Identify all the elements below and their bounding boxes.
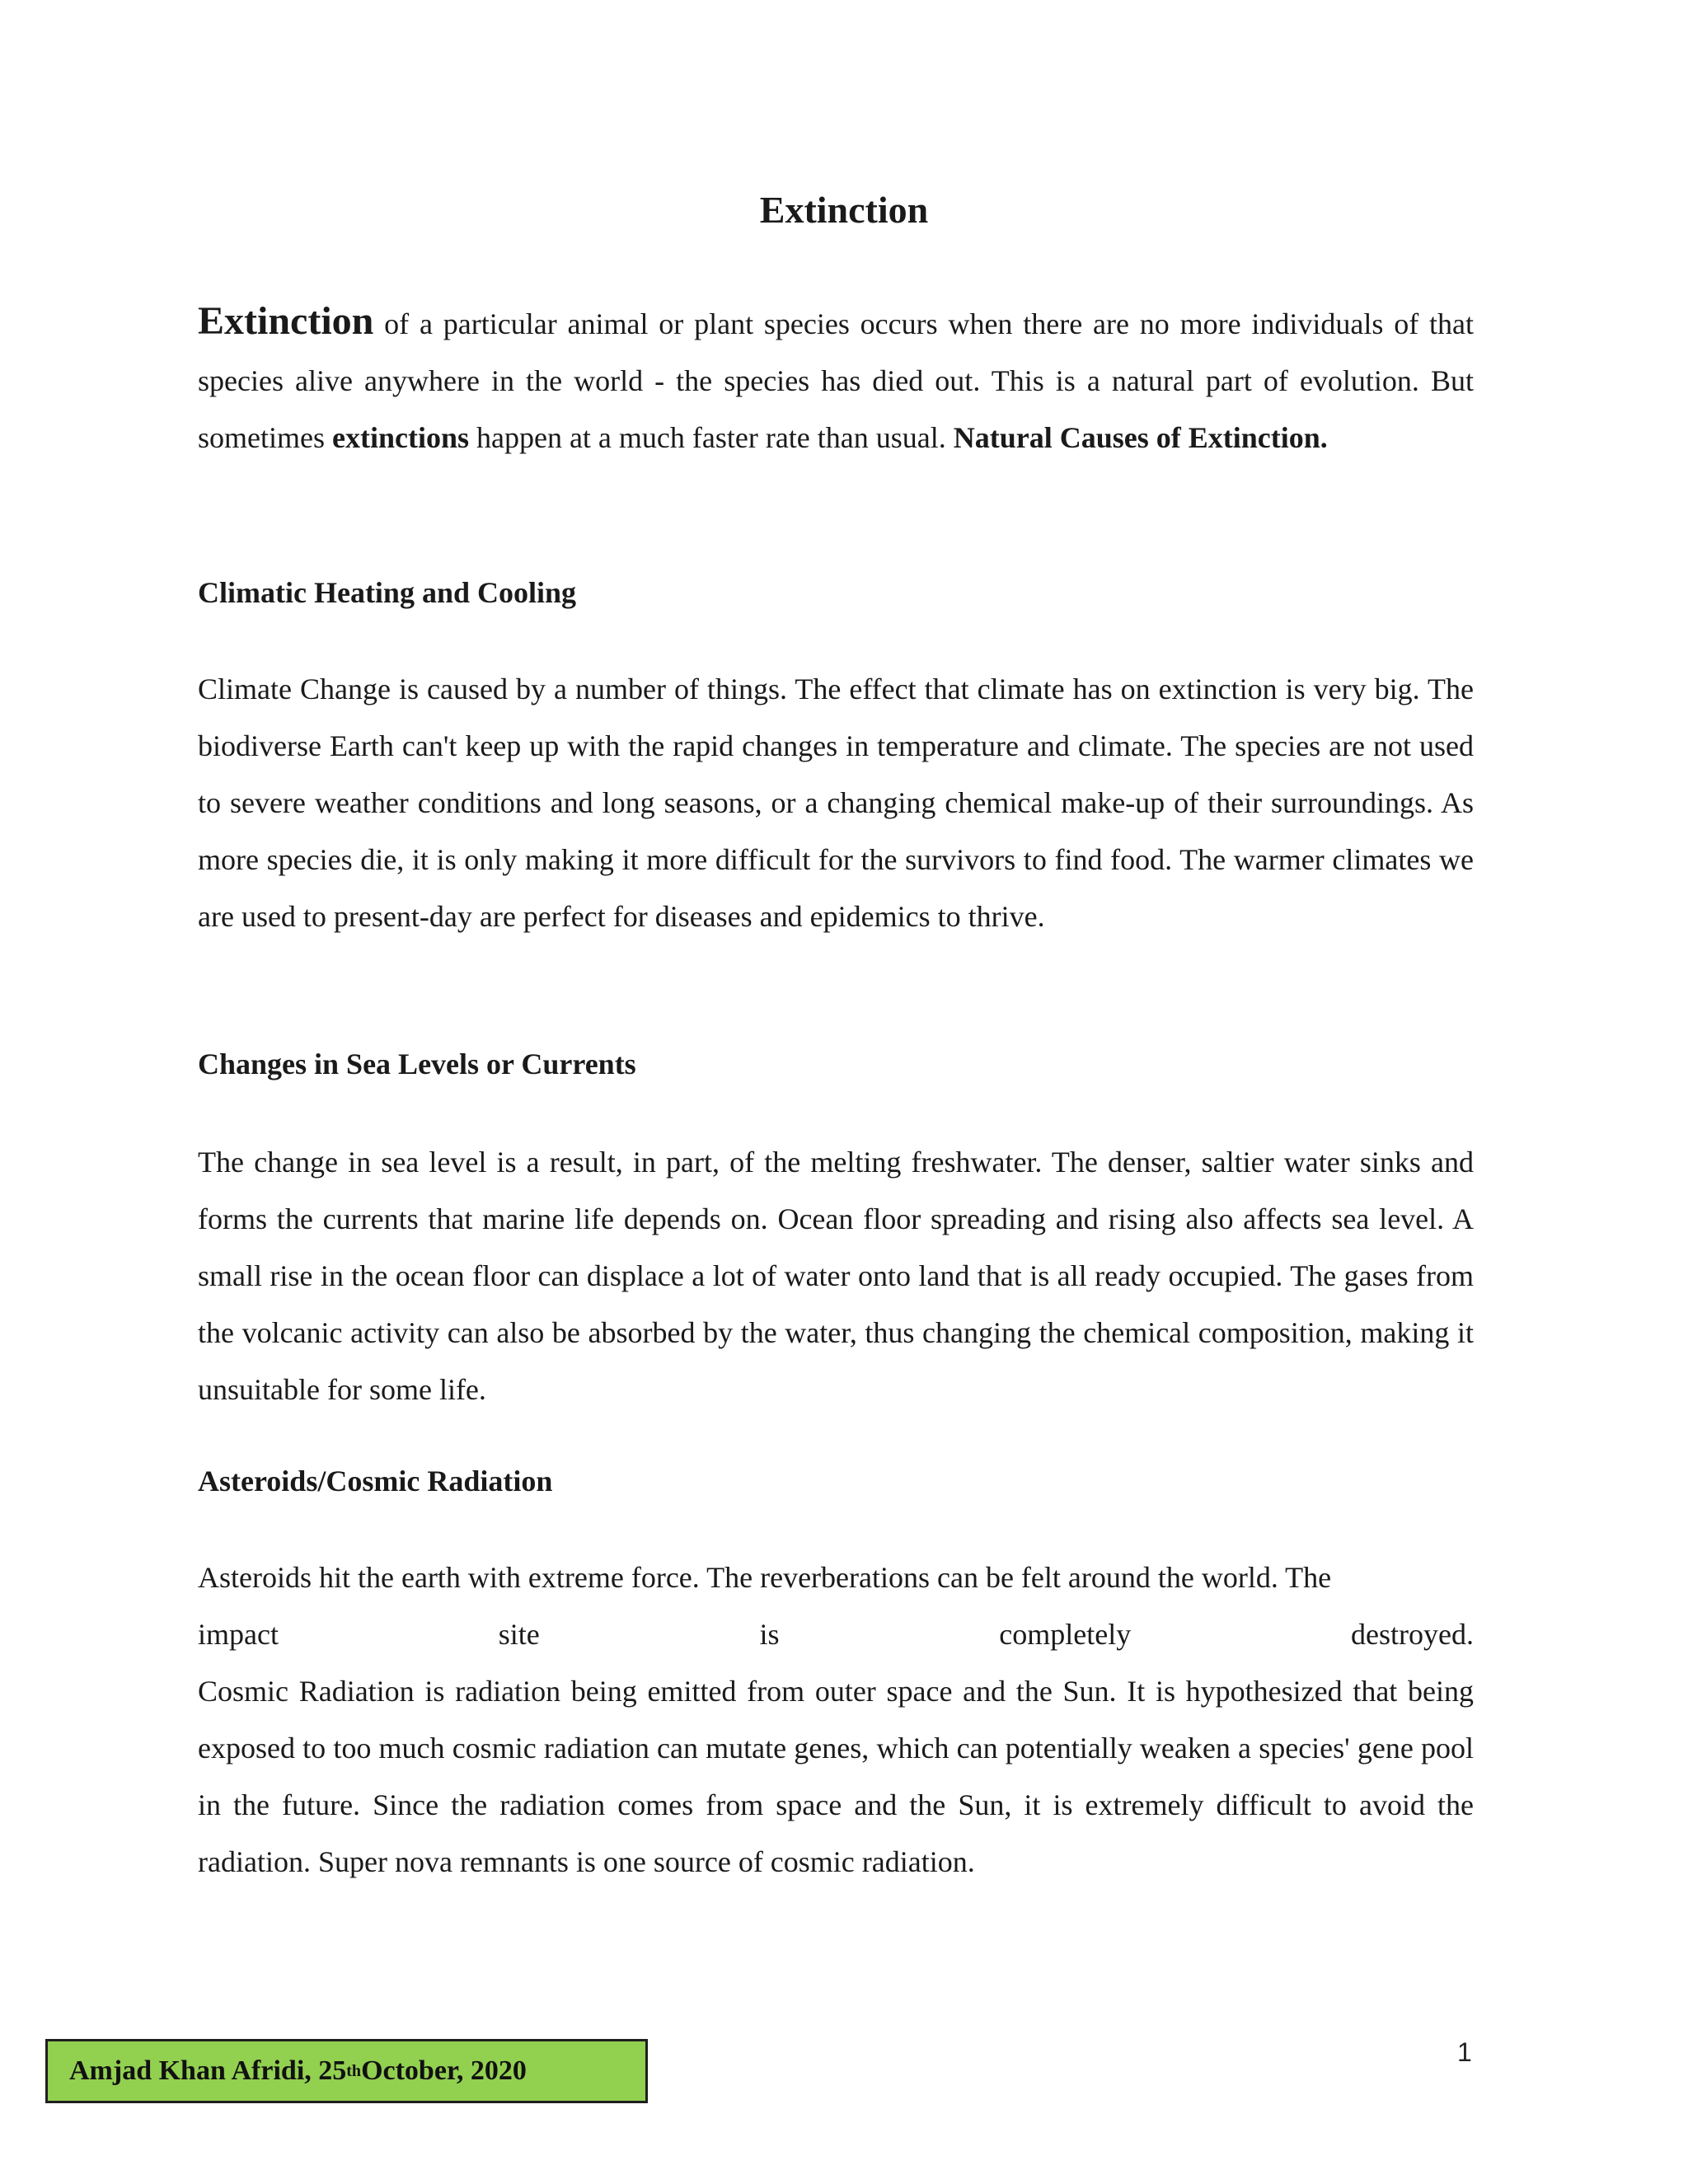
asteroids-word: impact xyxy=(198,1618,279,1651)
intro-text-2: happen at a much faster rate than usual. xyxy=(468,421,954,454)
document-title: Extinction xyxy=(759,189,929,231)
asteroids-word: site xyxy=(498,1618,540,1651)
section-body-climatic: Climate Change is caused by a number of things. The effect that climate has on extinction is very big. The biodiverse Earth can't keep up with the rapid changes in temperature and climate. The species are not used to severe weather conditions and long seasons, or a changing chemical make-up of their surroundings. As more species die, it is only making it more difficult for the survivors to find food. The warmer climates we are used to present-day are perfect for diseases and epidemics to thrive. xyxy=(198,673,1474,933)
section-heading-sea-levels: Changes in Sea Levels or Currents xyxy=(198,1047,636,1080)
intro-text-1: of a particular animal or plant species occurs when there are no more individuals of that species alive anywhere in the world - the species has died out. This is a natural part of evolution. But sometimes xyxy=(198,307,1474,454)
section-heading-asteroids: Asteroids/Cosmic Radiation xyxy=(198,1465,553,1497)
asteroids-rest: Cosmic Radiation is radiation being emitted from outer space and the Sun. It is hypothesized that being exposed to too much cosmic radiation can mutate genes, which can potentially weaken a species' gene pool in the future. Since the radiation comes from space and the Sun, it is extremely difficult to avoid the radiation. Super nova remnants is one source of cosmic radiation. xyxy=(198,1675,1474,1878)
footer-name-day: Amjad Khan Afridi, 25 xyxy=(69,2055,347,2086)
intro-bold-extinctions: extinctions xyxy=(331,421,469,454)
footer-month-year: October, 2020 xyxy=(361,2055,527,2086)
section-body-sea-levels: The change in sea level is a result, in part, of the melting freshwater. The denser, saltier water sinks and forms the currents that marine life depends on. Ocean floor spreading and rising also affects sea level. A small rise in the ocean floor can displace a lot of water onto land that is all ready occupied. The gases from the volcanic activity can also be absorbed by the water, thus changing the chemical composition, making it unsuitable for some life. xyxy=(198,1146,1474,1406)
asteroids-line-2 xyxy=(198,1606,1474,1663)
intro-paragraph xyxy=(198,293,1474,466)
asteroids-word: completely xyxy=(999,1618,1132,1651)
section-body-asteroids xyxy=(198,1549,1474,1891)
intro-bold-natural-causes: Natural Causes of Extinction. xyxy=(953,421,1328,454)
asteroids-word: destroyed. xyxy=(1351,1618,1474,1651)
asteroids-word: is xyxy=(759,1618,780,1651)
asteroids-line-1: Asteroids hit the earth with extreme force. The reverberations can be felt around the world. The xyxy=(198,1561,1332,1594)
author-date-footer xyxy=(45,2039,648,2103)
section-heading-climatic: Climatic Heating and Cooling xyxy=(198,576,577,609)
footer-ordinal: th xyxy=(346,2061,362,2080)
intro-lead-word: Extinction xyxy=(198,299,374,343)
page-number: 1 xyxy=(1457,2037,1472,2067)
